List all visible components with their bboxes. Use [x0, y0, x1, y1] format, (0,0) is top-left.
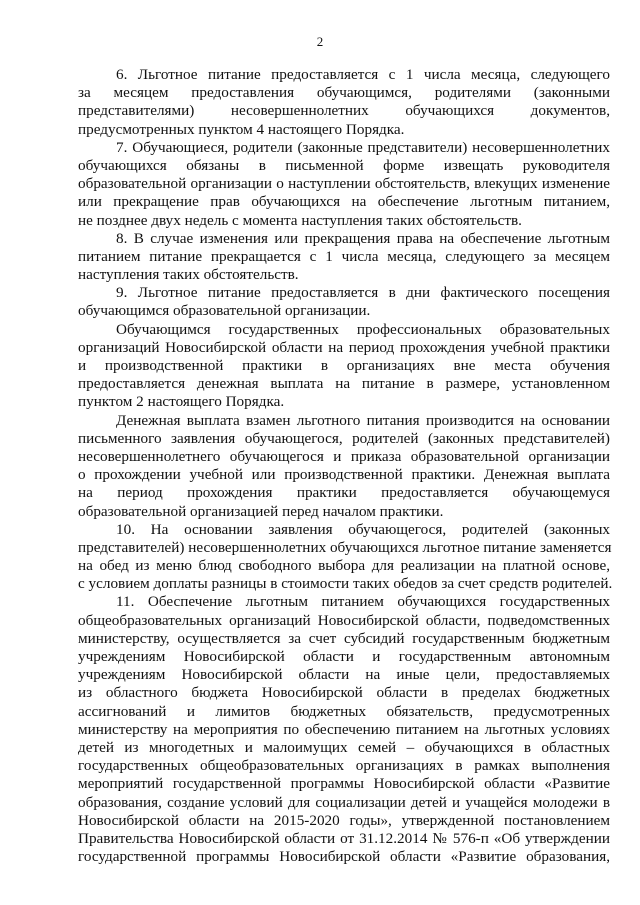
text-line: представителями) несовершеннолетних обучающихся документов, [78, 102, 610, 120]
paragraph [78, 66, 610, 139]
text-line: наступления таких обстоятельств. [78, 266, 299, 284]
text-line: 6. Льготное питание предоставляется с 1 числа месяца, следующего [116, 66, 610, 83]
text-line: государственных общеобразовательных организациях в рамках выполнения [78, 757, 610, 775]
text-line: мероприятий государственной программы Новосибирской области «Развитие [78, 775, 610, 793]
text-line: предусмотренных пунктом 4 настоящего Порядка. [78, 120, 405, 138]
text-line: Правительства Новосибирской области от 31.12.2014 № 576-п «Об утверждении [78, 829, 610, 847]
paragraph [78, 520, 613, 594]
text-line: министерству на мероприятия по обеспечению питанием на льготных условиях [78, 720, 610, 738]
text-line: образования, создание условий для социализации детей и учащейся молодежи в [78, 793, 610, 811]
text-line: учреждениям Новосибирской области на иные цели, предоставляемых [78, 666, 610, 684]
paragraph [78, 321, 610, 412]
text-line: о прохождении учебной или производственной практики. Денежная выплата [78, 466, 610, 484]
text-line: детей из многодетных и малоимущих семей – обучающихся в областных [78, 738, 610, 756]
paragraph [78, 230, 610, 285]
paragraph [78, 412, 610, 521]
document-body [78, 66, 613, 866]
text-line: государственной программы Новосибирской области «Развитие образования, [78, 848, 610, 866]
text-line: письменного заявления обучающегося, родителей (законных представителей) [78, 429, 610, 447]
text-line: 7. Обучающиеся, родители (законные представители) несовершеннолетних [116, 138, 610, 156]
text-line: Обучающимся государственных профессиональных образовательных [116, 320, 610, 338]
text-line: и производственной практики в организациях вне места обучения [78, 357, 610, 374]
text-line: ассигнований и лимитов бюджетных обязательств, предусмотренных [78, 702, 610, 720]
text-line: 11. Обеспечение льготным питанием обучающихся государственных [116, 593, 610, 611]
text-line: учреждениям Новосибирской области и государственным автономным [78, 648, 610, 665]
text-line: организаций Новосибирской области на период прохождения учебной практики [78, 338, 610, 356]
text-line: питанием питание прекращается с 1 числа месяца, следующего за месяцем [78, 247, 610, 265]
text-line: несовершеннолетнего обучающегося и приказа образовательной организации [78, 447, 610, 465]
text-line: на период прохождения практики предоставляется обучающемуся [78, 484, 610, 502]
text-line: министерству, осуществляется за счет субсидий государственным бюджетным [78, 629, 610, 647]
paragraph [78, 139, 610, 230]
text-line: 9. Льготное питание предоставляется в дни фактического посещения [116, 284, 610, 302]
text-line: или прекращение прав обучающихся на обеспечение льготным питанием, [78, 193, 610, 211]
text-line: с условием доплаты разницы в стоимости таких обедов за счет средств родителей. [78, 575, 613, 593]
text-line: пунктом 2 настоящего Порядка. [78, 393, 285, 411]
text-line: Денежная выплата взамен льготного питания производится на основании [116, 411, 610, 429]
text-line: представителей) несовершеннолетних обучающихся льготное питание заменяется [78, 538, 612, 556]
page-number: 2 [316, 34, 324, 49]
paragraph [78, 284, 610, 320]
text-line: Новосибирской области на 2015-2020 годы», утвержденной постановлением [78, 811, 610, 829]
text-line: не позднее двух недель с момента наступления таких обстоятельств. [78, 211, 522, 229]
text-line: образовательной организации о наступлении обстоятельств, влекущих изменение [78, 175, 610, 193]
text-line: общеобразовательных организаций Новосибирской области, подведомственных [78, 611, 610, 629]
text-line: образовательной организацией перед началом практики. [78, 502, 444, 520]
text-line: обучающихся обязаны в письменной форме извещать руководителя [78, 156, 610, 174]
text-line: 10. На основании заявления обучающегося, родителей (законных [116, 520, 610, 538]
text-line: из областного бюджета Новосибирской области в пределах бюджетных [78, 684, 610, 702]
text-line: обучающимся образовательной организации. [78, 302, 371, 320]
text-line: 8. В случае изменения или прекращения права на обеспечение льготным [116, 229, 610, 247]
text-line: на обед из меню блюд свободного выбора для реализации на платной основе, [78, 557, 610, 575]
text-line: предоставляется денежная выплата на питание в размере, установленном [78, 375, 610, 393]
text-line: за месяцем предоставления обучающимся, родителями (законными [78, 84, 610, 102]
paragraph [78, 593, 610, 866]
